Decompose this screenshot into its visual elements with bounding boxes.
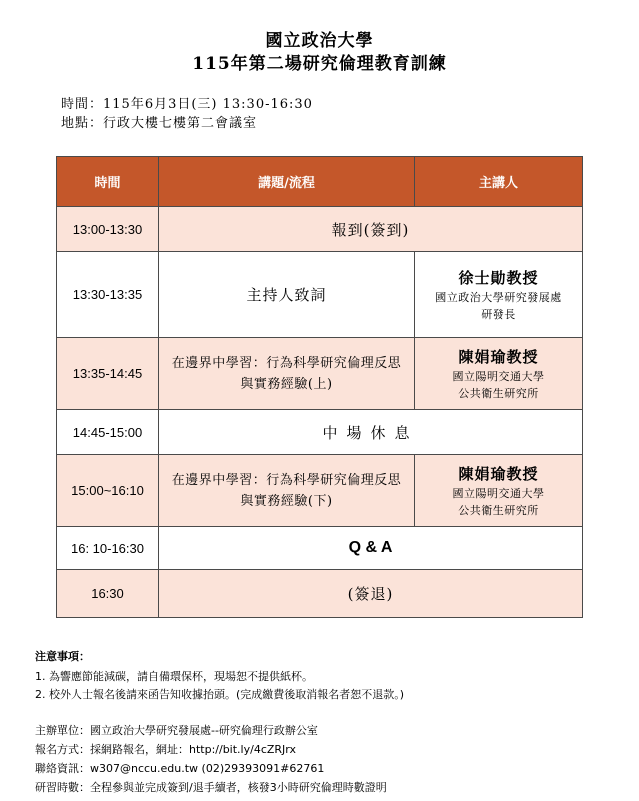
speaker-title: 研發長	[481, 307, 516, 321]
row-time: 14:45-15:00	[57, 410, 159, 455]
contact-info: 聯絡資訊：w307@nccu.edu.tw (02)29393091#62761	[35, 762, 325, 775]
row-topic	[159, 410, 583, 455]
topic-line: 在邊界中學習：行為科學研究倫理反思	[171, 472, 402, 488]
row-time: 13:00-13:30	[57, 207, 159, 252]
notes-section	[35, 648, 404, 704]
row-speaker	[415, 455, 583, 527]
table-row	[57, 455, 583, 527]
table-row	[57, 527, 583, 570]
table-row	[57, 252, 583, 338]
row-time: 16:30	[57, 570, 159, 618]
row-topic: (簽退)	[159, 570, 583, 618]
organizer-host: 主辦單位：國立政治大學研究發展處--研究倫理行政辦公室	[35, 724, 318, 737]
training-hours: 研習時數：全程參與並完成簽到/退手續者，核發3小時研究倫理時數證明	[35, 781, 387, 794]
speaker-department: 公共衛生研究所	[458, 503, 539, 517]
topic-line: 在邊界中學習：行為科學研究倫理反思	[171, 355, 402, 371]
header-speaker: 主講人	[415, 157, 583, 207]
registration-info: 報名方式：採網路報名，網址：http://bit.ly/4cZRJrx	[35, 743, 297, 756]
header-time: 時間	[57, 157, 159, 207]
row-time: 13:30-13:35	[57, 252, 159, 338]
topic-line: 與實務經驗(下)	[240, 493, 333, 509]
row-topic: 報到(簽到)	[159, 207, 583, 252]
topic-line: 與實務經驗(上)	[240, 376, 333, 392]
header-topic: 講題/流程	[159, 157, 415, 207]
event-time: 時間：115年6月3日(三) 13:30-16:30	[61, 97, 313, 112]
speaker-affiliation: 國立陽明交通大學	[452, 486, 545, 500]
table-row	[57, 410, 583, 455]
table-row	[57, 570, 583, 618]
table-row	[57, 338, 583, 410]
row-topic: Q & A	[159, 527, 583, 570]
row-topic	[159, 455, 415, 527]
event-title: 115年第二場研究倫理教育訓練	[192, 54, 447, 74]
row-time: 16: 10-16:30	[57, 527, 159, 570]
university-title: 國立政治大學	[265, 31, 374, 51]
notes-title: 注意事項：	[35, 650, 90, 663]
note-item: 1. 為響應節能減碳，請自備環保杯，現場恕不提供紙杯。	[35, 670, 313, 683]
speaker-affiliation: 國立政治大學研究發展處	[435, 290, 562, 304]
row-time: 13:35-14:45	[57, 338, 159, 410]
speaker-name: 陳娟瑜教授	[458, 347, 539, 366]
note-item: 2. 校外人士報名後請來函告知收據抬頭。(完成繳費後取消報名者恕不退款。)	[35, 688, 405, 701]
speaker-affiliation: 國立陽明交通大學	[452, 369, 545, 383]
row-time: 15:00~16:10	[57, 455, 159, 527]
schedule-table	[56, 156, 583, 618]
speaker-department: 公共衛生研究所	[458, 386, 539, 400]
row-speaker	[415, 338, 583, 410]
break-label: 中場休息	[322, 423, 419, 442]
speaker-name: 陳娟瑜教授	[458, 464, 539, 483]
row-topic	[159, 338, 415, 410]
table-header-row	[57, 157, 583, 207]
row-speaker	[415, 252, 583, 338]
speaker-name: 徐士勛教授	[458, 268, 539, 287]
table-row	[57, 207, 583, 252]
organizer-section	[35, 721, 387, 797]
row-topic: 主持人致詞	[159, 252, 415, 338]
event-place: 地點：行政大樓七樓第二會議室	[61, 116, 258, 131]
